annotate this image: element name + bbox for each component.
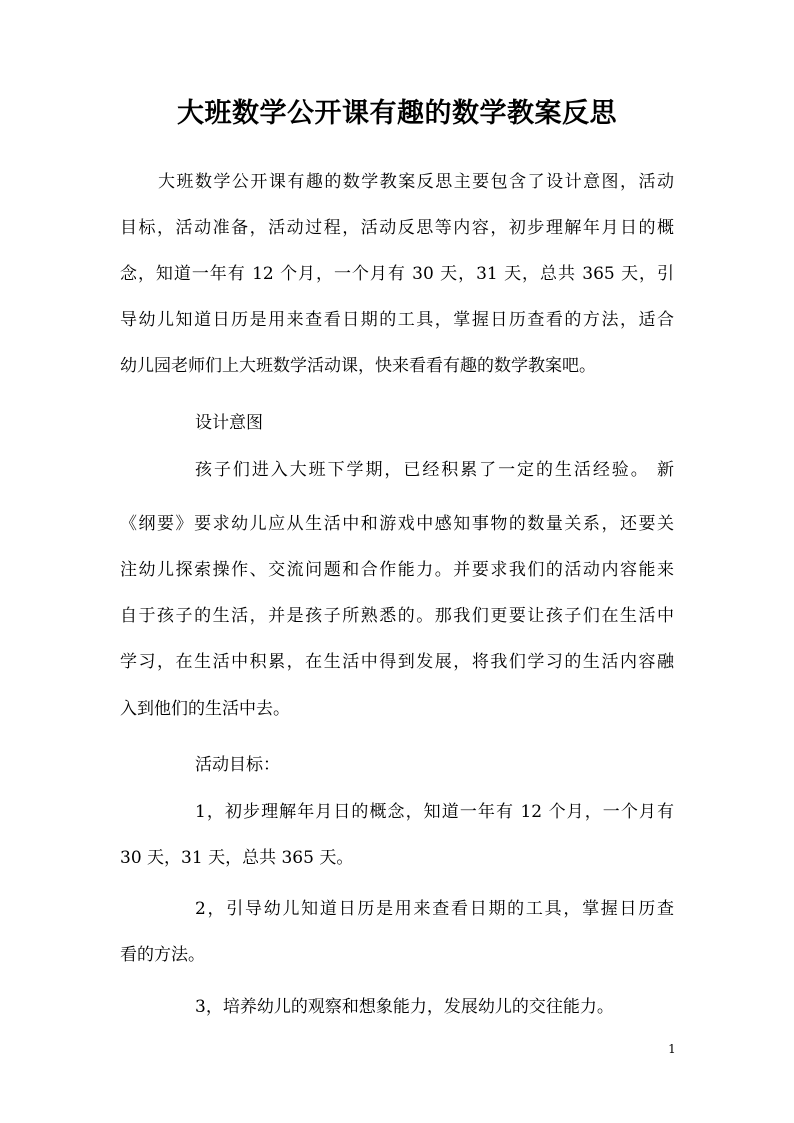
paragraph-line: 大班数学公开课有趣的数学教案反思主要包含了设计意图，活动	[158, 172, 674, 192]
paragraph-line: 念，知道一年有 12 个月，一个月有 30 天，31 天，总共 365 天，引	[120, 264, 674, 284]
section-heading-goals: 活动目标：	[195, 755, 280, 775]
goal-item-2-continued: 看的方法。	[120, 945, 205, 965]
goal-item-1: 1，初步理解年月日的概念，知道一年有 12 个月，一个月有	[195, 802, 674, 822]
paragraph-line: 注幼儿探索操作、交流问题和合作能力。并要求我们的活动内容能来	[120, 560, 674, 580]
goal-item-3: 3，培养幼儿的观察和想象能力，发展幼儿的交往能力。	[195, 997, 614, 1017]
paragraph-line: 入到他们的生活中去。	[120, 699, 290, 719]
paragraph-line: 幼儿园老师们上大班数学活动课，快来看看有趣的数学教案吧。	[120, 356, 596, 376]
paragraph-line: 学习，在生活中积累，在生活中得到发展，将我们学习的生活内容融	[120, 652, 674, 672]
paragraph-line: 目标，活动准备，活动过程，活动反思等内容，初步理解年月日的概	[120, 218, 674, 238]
paragraph-line: 《纲要》要求幼儿应从生活中和游戏中感知事物的数量关系，还要关	[120, 514, 674, 534]
paragraph-line: 孩子们进入大班下学期，已经积累了一定的生活经验。 新	[195, 460, 674, 480]
paragraph-line: 自于孩子的生活，并是孩子所熟悉的。那我们更要让孩子们在生活中	[120, 606, 674, 626]
page-number: 1	[668, 1042, 676, 1056]
paragraph-line: 导幼儿知道日历是用来查看日期的工具，掌握日历查看的方法，适合	[120, 310, 674, 330]
section-heading-design: 设计意图	[195, 413, 263, 433]
goal-item-1-continued: 30 天，31 天，总共 365 天。	[120, 848, 354, 868]
goal-item-2: 2，引导幼儿知道日历是用来查看日期的工具，掌握日历查	[195, 899, 674, 919]
document-title: 大班数学公开课有趣的数学教案反思	[177, 98, 617, 129]
